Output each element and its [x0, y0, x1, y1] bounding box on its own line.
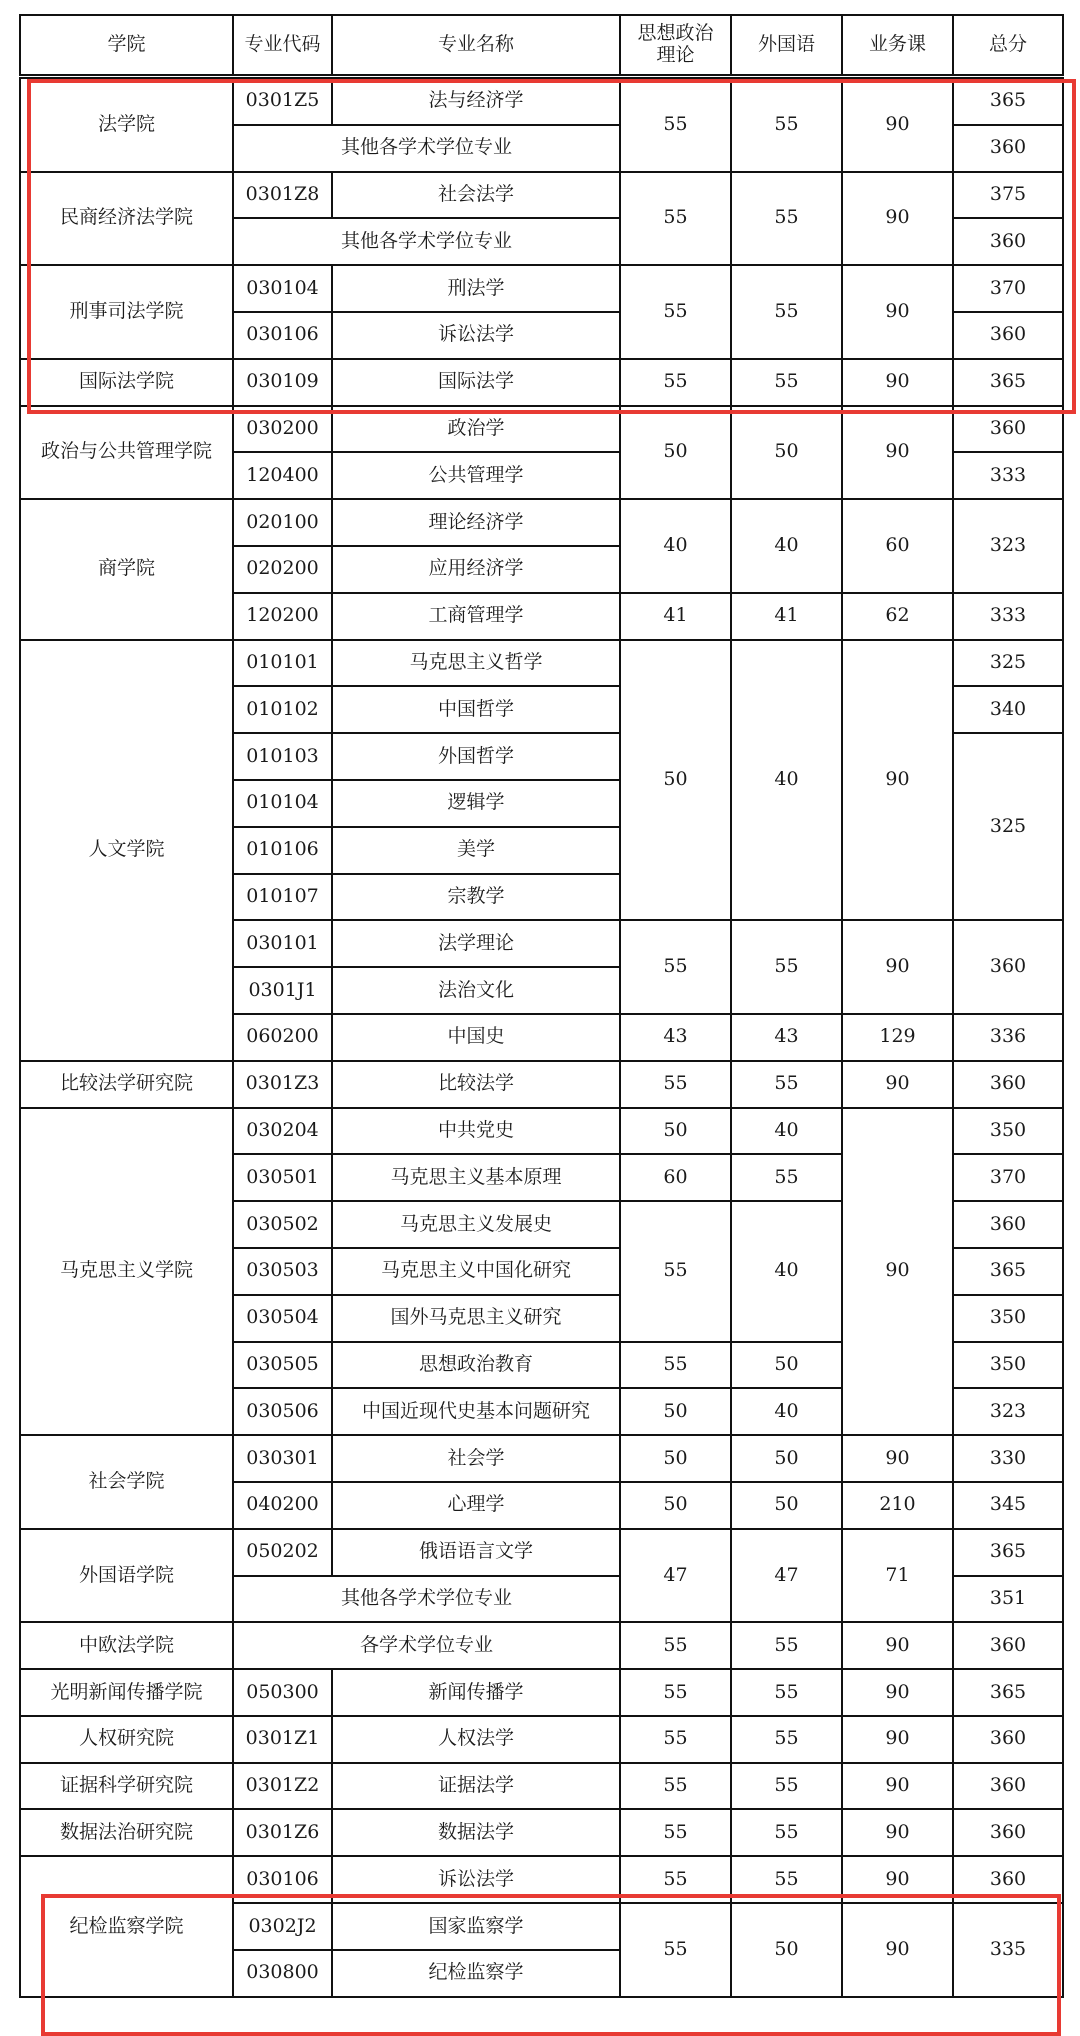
table-body [20, 77, 1063, 1997]
table-cell: 外国哲学 [332, 733, 620, 780]
table-cell: 030109 [233, 359, 332, 406]
table-cell: 41 [731, 593, 842, 640]
header-politics [620, 15, 731, 77]
table-cell: 030301 [233, 1435, 332, 1482]
table-cell: 41 [620, 593, 731, 640]
table-cell: 90 [842, 920, 953, 1014]
table-cell: 社会学院 [20, 1435, 233, 1529]
table-cell: 50 [731, 1903, 842, 1997]
table-cell: 心理学 [332, 1482, 620, 1529]
table-row [20, 265, 1063, 312]
table-cell: 55 [620, 172, 731, 266]
table-cell: 刑法学 [332, 265, 620, 312]
table-cell: 55 [731, 265, 842, 359]
table-cell: 50 [731, 1342, 842, 1389]
table-cell: 法与经济学 [332, 77, 620, 125]
table-row [20, 1108, 1063, 1155]
table-cell: 030204 [233, 1108, 332, 1155]
table-cell: 民商经济法学院 [20, 172, 233, 266]
table-row [20, 1669, 1063, 1716]
table-cell: 其他各学术学位专业 [233, 125, 620, 172]
header-major: 专业名称 [332, 15, 620, 77]
table-cell: 325 [953, 640, 1063, 687]
table-cell: 55 [620, 1669, 731, 1716]
table-row [20, 1529, 1063, 1576]
table-cell: 55 [620, 920, 731, 1014]
table-cell: 010102 [233, 686, 332, 733]
table-cell: 010101 [233, 640, 332, 687]
table-cell: 55 [731, 1716, 842, 1763]
table-cell: 数据法治研究院 [20, 1809, 233, 1856]
table-cell: 360 [953, 1201, 1063, 1248]
table-cell: 55 [620, 1716, 731, 1763]
table-cell: 50 [731, 406, 842, 500]
table-cell: 365 [953, 1669, 1063, 1716]
table-row [20, 1435, 1063, 1482]
table-cell: 各学术学位专业 [233, 1622, 620, 1669]
table-cell: 120400 [233, 452, 332, 499]
table-cell: 纪检监察学院 [20, 1856, 233, 1996]
table-row [20, 1716, 1063, 1763]
table-cell: 55 [620, 1061, 731, 1108]
table-cell: 理论经济学 [332, 499, 620, 546]
table-cell: 应用经济学 [332, 546, 620, 593]
table-cell: 90 [842, 1763, 953, 1810]
table-cell: 逻辑学 [332, 780, 620, 827]
table-cell: 55 [620, 359, 731, 406]
table-cell: 90 [842, 1716, 953, 1763]
table-cell: 030104 [233, 265, 332, 312]
table-cell: 71 [842, 1529, 953, 1623]
table-cell: 50 [620, 640, 731, 921]
table-cell: 55 [620, 1622, 731, 1669]
table-cell: 55 [620, 1763, 731, 1810]
table-cell: 40 [731, 1108, 842, 1155]
table-row [20, 1856, 1063, 1903]
table-cell: 90 [842, 1108, 953, 1436]
table-cell: 中国近现代史基本问题研究 [332, 1388, 620, 1435]
table-cell: 0301Z3 [233, 1061, 332, 1108]
table-row [20, 359, 1063, 406]
table-cell: 50 [620, 1108, 731, 1155]
table-cell: 020100 [233, 499, 332, 546]
table-row [20, 77, 1063, 125]
table-cell: 370 [953, 1154, 1063, 1201]
table-cell: 90 [842, 1809, 953, 1856]
table-cell: 55 [620, 1809, 731, 1856]
table-cell: 360 [953, 920, 1063, 1014]
table-cell: 国际法学 [332, 359, 620, 406]
table-cell: 40 [620, 499, 731, 593]
table-cell: 60 [842, 499, 953, 593]
table-cell: 43 [731, 1014, 842, 1061]
table-cell: 55 [731, 1856, 842, 1903]
table-cell: 40 [731, 499, 842, 593]
table-cell: 0301Z8 [233, 172, 332, 219]
table-cell: 55 [620, 1903, 731, 1997]
table-cell: 333 [953, 452, 1063, 499]
table-cell: 法治文化 [332, 967, 620, 1014]
table-cell: 俄语语言文学 [332, 1529, 620, 1576]
table-cell: 010103 [233, 733, 332, 780]
table-cell: 360 [953, 312, 1063, 359]
table-cell: 美学 [332, 827, 620, 874]
table-cell: 43 [620, 1014, 731, 1061]
table-cell: 90 [842, 1622, 953, 1669]
table-cell: 0301Z1 [233, 1716, 332, 1763]
table-cell: 其他各学术学位专业 [233, 218, 620, 265]
table-cell: 55 [731, 1809, 842, 1856]
table-cell: 马克思主义中国化研究 [332, 1248, 620, 1295]
table-cell: 60 [620, 1154, 731, 1201]
table-cell: 030505 [233, 1342, 332, 1389]
table-cell: 55 [620, 1342, 731, 1389]
table-cell: 360 [953, 125, 1063, 172]
table-cell: 020200 [233, 546, 332, 593]
header-college: 学院 [20, 15, 233, 77]
table-cell: 人权法学 [332, 1716, 620, 1763]
table-cell: 350 [953, 1342, 1063, 1389]
table-cell: 40 [731, 640, 842, 921]
table-cell: 刑事司法学院 [20, 265, 233, 359]
table-cell: 90 [842, 359, 953, 406]
table-cell: 人文学院 [20, 640, 233, 1061]
table-cell: 马克思主义学院 [20, 1108, 233, 1436]
table-cell: 公共管理学 [332, 452, 620, 499]
table-cell: 365 [953, 77, 1063, 125]
table-cell: 030502 [233, 1201, 332, 1248]
table-cell: 030101 [233, 920, 332, 967]
table-cell: 90 [842, 1856, 953, 1903]
table-cell: 40 [731, 1201, 842, 1341]
header-language: 外国语 [731, 15, 842, 77]
table-cell: 诉讼法学 [332, 312, 620, 359]
table-cell: 国家监察学 [332, 1903, 620, 1950]
table-cell: 0302J2 [233, 1903, 332, 1950]
table-cell: 50 [620, 1482, 731, 1529]
table-cell: 中国哲学 [332, 686, 620, 733]
table-cell: 90 [842, 172, 953, 266]
table-cell: 55 [731, 359, 842, 406]
table-cell: 55 [731, 1763, 842, 1810]
table-cell: 323 [953, 1388, 1063, 1435]
table-cell: 0301Z5 [233, 77, 332, 125]
table-cell: 55 [620, 1856, 731, 1903]
table-cell: 政治学 [332, 406, 620, 453]
table-cell: 62 [842, 593, 953, 640]
table-row [20, 1061, 1063, 1108]
table-row [20, 1622, 1063, 1669]
table-cell: 360 [953, 1809, 1063, 1856]
table-cell: 030506 [233, 1388, 332, 1435]
table-row [20, 640, 1063, 687]
table-cell: 55 [731, 1154, 842, 1201]
table-cell: 55 [620, 1201, 731, 1341]
table-cell: 47 [731, 1529, 842, 1623]
table-cell: 50 [731, 1435, 842, 1482]
table-cell: 国际法学院 [20, 359, 233, 406]
table-cell: 350 [953, 1295, 1063, 1342]
table-cell: 040200 [233, 1482, 332, 1529]
table-cell: 外国语学院 [20, 1529, 233, 1623]
table-cell: 其他各学术学位专业 [233, 1576, 620, 1623]
score-table-container [19, 14, 1062, 1998]
header-politics-line2: 理论 [656, 44, 695, 66]
table-cell: 50 [731, 1482, 842, 1529]
table-cell: 50 [620, 1388, 731, 1435]
table-cell: 40 [731, 1388, 842, 1435]
table-cell: 360 [953, 1716, 1063, 1763]
table-cell: 比较法学研究院 [20, 1061, 233, 1108]
table-cell: 90 [842, 265, 953, 359]
table-header [20, 15, 1063, 77]
table-cell: 诉讼法学 [332, 1856, 620, 1903]
table-row [20, 499, 1063, 546]
table-cell: 060200 [233, 1014, 332, 1061]
table-cell: 030106 [233, 1856, 332, 1903]
table-cell: 法学理论 [332, 920, 620, 967]
table-cell: 社会学 [332, 1435, 620, 1482]
header-total: 总分 [953, 15, 1063, 77]
table-cell: 55 [620, 77, 731, 172]
table-cell: 351 [953, 1576, 1063, 1623]
table-cell: 90 [842, 1669, 953, 1716]
table-cell: 360 [953, 218, 1063, 265]
table-cell: 325 [953, 733, 1063, 920]
table-cell: 330 [953, 1435, 1063, 1482]
table-cell: 人权研究院 [20, 1716, 233, 1763]
table-cell: 030200 [233, 406, 332, 453]
table-cell: 55 [731, 1622, 842, 1669]
table-cell: 比较法学 [332, 1061, 620, 1108]
table-cell: 证据科学研究院 [20, 1763, 233, 1810]
table-cell: 030501 [233, 1154, 332, 1201]
table-cell: 纪检监察学 [332, 1950, 620, 1997]
table-cell: 360 [953, 1622, 1063, 1669]
table-cell: 工商管理学 [332, 593, 620, 640]
table-cell: 新闻传播学 [332, 1669, 620, 1716]
table-cell: 050300 [233, 1669, 332, 1716]
table-cell: 360 [953, 1763, 1063, 1810]
table-cell: 360 [953, 1061, 1063, 1108]
table-cell: 证据法学 [332, 1763, 620, 1810]
header-row [20, 15, 1063, 77]
table-cell: 010106 [233, 827, 332, 874]
table-cell: 030503 [233, 1248, 332, 1295]
table-cell: 90 [842, 406, 953, 500]
table-cell: 55 [731, 1061, 842, 1108]
table-cell: 360 [953, 1856, 1063, 1903]
table-cell: 010107 [233, 874, 332, 921]
table-cell: 55 [731, 920, 842, 1014]
table-row [20, 406, 1063, 453]
table-cell: 中共党史 [332, 1108, 620, 1155]
table-cell: 030504 [233, 1295, 332, 1342]
table-cell: 370 [953, 265, 1063, 312]
table-cell: 333 [953, 593, 1063, 640]
table-cell: 323 [953, 499, 1063, 593]
table-cell: 350 [953, 1108, 1063, 1155]
table-cell: 90 [842, 1903, 953, 1997]
table-cell: 55 [731, 1669, 842, 1716]
table-cell: 马克思主义基本原理 [332, 1154, 620, 1201]
table-cell: 365 [953, 1529, 1063, 1576]
table-cell: 0301Z6 [233, 1809, 332, 1856]
table-cell: 129 [842, 1014, 953, 1061]
table-cell: 90 [842, 77, 953, 172]
table-cell: 宗教学 [332, 874, 620, 921]
table-cell: 马克思主义发展史 [332, 1201, 620, 1248]
score-table [19, 14, 1064, 1998]
table-cell: 中欧法学院 [20, 1622, 233, 1669]
table-cell: 国外马克思主义研究 [332, 1295, 620, 1342]
table-cell: 50 [620, 1435, 731, 1482]
table-cell: 0301Z2 [233, 1763, 332, 1810]
table-row [20, 1809, 1063, 1856]
table-cell: 375 [953, 172, 1063, 219]
table-row [20, 1763, 1063, 1810]
table-cell: 90 [842, 1435, 953, 1482]
table-cell: 365 [953, 359, 1063, 406]
table-row [20, 172, 1063, 219]
table-cell: 政治与公共管理学院 [20, 406, 233, 500]
table-cell: 50 [620, 406, 731, 500]
table-cell: 光明新闻传播学院 [20, 1669, 233, 1716]
table-cell: 90 [842, 640, 953, 921]
header-course: 业务课 [842, 15, 953, 77]
table-cell: 030106 [233, 312, 332, 359]
table-cell: 210 [842, 1482, 953, 1529]
table-cell: 90 [842, 1061, 953, 1108]
table-cell: 商学院 [20, 499, 233, 639]
table-cell: 55 [620, 265, 731, 359]
table-cell: 55 [731, 77, 842, 172]
table-cell: 马克思主义哲学 [332, 640, 620, 687]
table-cell: 335 [953, 1903, 1063, 1997]
table-cell: 中国史 [332, 1014, 620, 1061]
table-cell: 010104 [233, 780, 332, 827]
table-cell: 0301J1 [233, 967, 332, 1014]
table-cell: 030800 [233, 1950, 332, 1997]
table-cell: 360 [953, 406, 1063, 453]
table-cell: 思想政治教育 [332, 1342, 620, 1389]
table-cell: 365 [953, 1248, 1063, 1295]
table-cell: 340 [953, 686, 1063, 733]
table-cell: 数据法学 [332, 1809, 620, 1856]
header-code: 专业代码 [233, 15, 332, 77]
table-cell: 法学院 [20, 77, 233, 172]
table-cell: 050202 [233, 1529, 332, 1576]
table-cell: 345 [953, 1482, 1063, 1529]
table-cell: 社会法学 [332, 172, 620, 219]
table-cell: 336 [953, 1014, 1063, 1061]
table-cell: 120200 [233, 593, 332, 640]
table-cell: 47 [620, 1529, 731, 1623]
table-cell: 55 [731, 172, 842, 266]
header-politics-line1: 思想政治 [637, 22, 714, 45]
